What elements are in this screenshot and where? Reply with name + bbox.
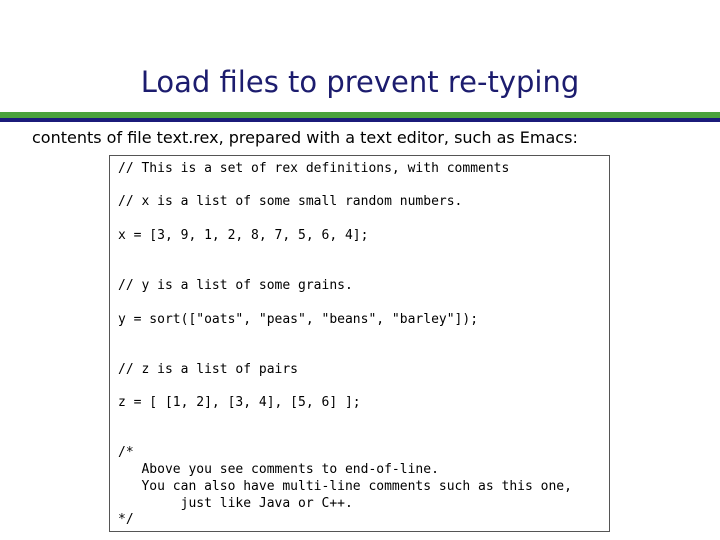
code-line: /* — [118, 445, 134, 460]
title-rule-navy — [0, 118, 720, 122]
code-line: z = [ [1, 2], [3, 4], [5, 6] ]; — [118, 395, 361, 410]
code-line: // x is a list of some small random numbers. — [118, 194, 463, 209]
caption-text: contents of file text.rex, prepared with a text editor, such as Emacs: — [32, 128, 578, 147]
code-line: x = [3, 9, 1, 2, 8, 7, 5, 6, 4]; — [118, 228, 369, 243]
code-line: // This is a set of rex definitions, with comments — [118, 161, 510, 176]
slide-title: Load files to prevent re-typing — [140, 65, 580, 99]
code-line: y = sort(["oats", "peas", "beans", "barley"]); — [118, 312, 479, 327]
code-listing — [109, 155, 610, 532]
code-line: // y is a list of some grains. — [118, 278, 353, 293]
code-line: */ — [118, 512, 134, 527]
code-line: You can also have multi-line comments such as this one, — [118, 479, 572, 494]
code-line: just like Java or C++. — [118, 496, 353, 511]
code-line: // z is a list of pairs — [118, 362, 299, 377]
code-line: Above you see comments to end-of-line. — [118, 462, 439, 477]
